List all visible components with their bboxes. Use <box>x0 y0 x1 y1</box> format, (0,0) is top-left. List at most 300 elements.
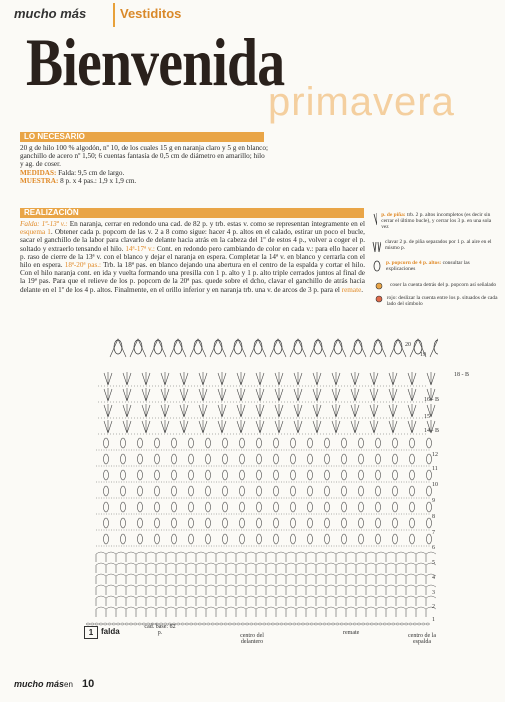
row-label: 8 <box>432 514 435 520</box>
popcorn-stitch <box>274 486 279 496</box>
chain-loop <box>126 607 136 609</box>
legend-text: rojo: deslizar la cuenta entre los p. situados de cada lado del símbolo <box>386 295 498 308</box>
popcorn-stitch <box>410 454 415 464</box>
chain-loop <box>316 607 326 609</box>
chain-loop <box>376 563 386 565</box>
bead-red-icon <box>372 295 383 303</box>
base-chain <box>125 623 129 625</box>
row-label: 14 - B <box>424 428 439 434</box>
chain-loop <box>366 563 376 565</box>
base-chain <box>138 623 142 625</box>
pineapple-stitch <box>123 420 131 433</box>
popcorn-stitch <box>308 534 313 544</box>
base-chain <box>409 623 413 625</box>
base-chain <box>336 623 340 625</box>
chain-loop <box>216 607 226 609</box>
row-label: 7 <box>432 530 435 536</box>
chain-loop <box>226 574 236 576</box>
chain-loop <box>296 596 306 598</box>
page-number: 10 <box>82 678 95 690</box>
chain-loop <box>96 574 106 576</box>
base-chain <box>271 623 275 625</box>
base-chain <box>116 623 120 625</box>
pineapple-stitch <box>237 420 245 433</box>
row-label: 10 <box>432 482 438 488</box>
realizacion-end: . <box>361 285 364 294</box>
chain-loop <box>156 563 166 565</box>
remate-ref: remate <box>341 285 362 294</box>
pineapple-stitch <box>199 372 207 385</box>
base-chain <box>86 623 90 625</box>
chain-loop <box>376 596 386 598</box>
base-chain <box>396 623 400 625</box>
pineapple-stitch <box>104 388 112 401</box>
chain-loop <box>166 596 176 598</box>
chain-loop <box>256 574 266 576</box>
popcorn-stitch <box>291 438 296 448</box>
row-label: 6 <box>432 545 435 551</box>
base-chain <box>198 623 202 625</box>
base-chain <box>323 623 327 625</box>
popcorn-stitch <box>257 454 262 464</box>
pineapple-stitch <box>256 388 264 401</box>
chain-loop <box>206 607 216 609</box>
pineapple-stitch <box>408 404 416 417</box>
scheme-name: falda <box>101 627 120 636</box>
popcorn-stitch <box>354 340 362 354</box>
chain-loop <box>426 552 436 554</box>
pineapple-stitch <box>142 388 150 401</box>
base-chain <box>263 623 267 625</box>
pineapple-stitch <box>237 404 245 417</box>
chain-loop <box>186 596 196 598</box>
popcorn-stitch <box>342 454 347 464</box>
page-title: Bienvenida <box>26 24 285 100</box>
base-chain <box>422 623 426 625</box>
popcorn-stitch <box>376 470 381 480</box>
base-chain <box>417 623 421 625</box>
chain-loop <box>206 563 216 565</box>
popcorn-stitch <box>342 486 347 496</box>
popcorn-stitch <box>223 454 228 464</box>
chain-loop <box>166 585 176 587</box>
chain-loop <box>256 607 266 609</box>
chain-loop <box>96 563 106 565</box>
chain-loop <box>166 607 176 609</box>
popcorn-stitch <box>294 340 302 354</box>
chain-loop <box>396 596 406 598</box>
row-label: 3 <box>432 590 435 596</box>
row-label: 18 - B <box>454 372 469 378</box>
chain-loop <box>196 563 206 565</box>
chain-loop <box>266 574 276 576</box>
popcorn-stitch <box>121 438 126 448</box>
popcorn-stitch <box>104 534 109 544</box>
popcorn-stitch <box>121 486 126 496</box>
chain-loop <box>126 574 136 576</box>
chain-loop <box>126 585 136 587</box>
chain-loop <box>306 563 316 565</box>
popcorn-stitch <box>114 340 122 354</box>
pineapple-stitch <box>142 404 150 417</box>
popcorn-stitch <box>257 518 262 528</box>
popcorn-stitch <box>274 438 279 448</box>
popcorn-stitch <box>325 486 330 496</box>
medidas-text: Falda: 9,5 cm de largo. <box>58 168 125 177</box>
popcorn-stitch <box>334 340 342 354</box>
popcorn-stitch <box>206 470 211 480</box>
base-chain <box>349 623 353 625</box>
caption-center-front: centro del delantero <box>240 633 264 645</box>
popcorn-stitch <box>342 470 347 480</box>
pineapple-stitch-icon <box>372 212 377 226</box>
popcorn-stitch <box>257 534 262 544</box>
realizacion-p4: Trb. la 18ª pas. en blanco dejando una abertura en el centro de la espalda y cortar el hilo. Con el hilo naranja cont. en ida y vuelta formando una presilla con 1 p. alto y 1 p. alto triple cerrados juntos al final de la 19ª pas. Para que el relieve de los p. popcorn de la 20ª pas. quede sobre el dcho, clavar el ganchillo de atrás hacia delante en el 1º de los 4 p. altos. Finalmente, en el orillo inferior y en naranja trb. una v. de arcos de 3 p. para el <box>20 261 365 294</box>
chain-loop <box>286 563 296 565</box>
base-chain <box>254 623 258 625</box>
rows18-label: 18ª-20ª pas.: <box>64 261 102 270</box>
chain-loop <box>126 552 136 554</box>
popcorn-stitch <box>410 518 415 528</box>
chain-loop <box>116 563 126 565</box>
row-label: 12 <box>432 452 438 458</box>
pineapple-stitch <box>142 420 150 433</box>
chain-loop <box>326 574 336 576</box>
chain-loop <box>306 607 316 609</box>
chain-loop <box>286 596 296 598</box>
popcorn-stitch <box>254 340 262 354</box>
chain-loop <box>366 574 376 576</box>
legend-text: trb. 2 p. altos incompletos (es decir sin cerrar el último bucle), y cerrar los 3 p. en una sola vez <box>381 212 492 231</box>
pineapple-stitch <box>256 372 264 385</box>
chain-loop <box>336 552 346 554</box>
realizacion-block <box>20 220 365 294</box>
pineapple-stitch <box>332 388 340 401</box>
pineapple-stitch <box>180 388 188 401</box>
chain-loop <box>226 607 236 609</box>
chain-loop <box>356 596 366 598</box>
popcorn-stitch <box>359 534 364 544</box>
chain-loop <box>156 596 166 598</box>
chain-loop <box>416 596 426 598</box>
chain-loop <box>206 574 216 576</box>
pineapple-stitch <box>237 372 245 385</box>
base-chain <box>392 623 396 625</box>
row-label: 16 - B <box>424 397 439 403</box>
popcorn-stitch <box>172 486 177 496</box>
pineapple-stitch <box>275 388 283 401</box>
chain-loop <box>226 552 236 554</box>
chain-loop <box>386 574 396 576</box>
popcorn-stitch <box>223 534 228 544</box>
chain-loop <box>306 585 316 587</box>
chain-loop <box>416 585 426 587</box>
pineapple-stitch <box>389 404 397 417</box>
chain-loop <box>406 574 416 576</box>
base-chain <box>310 623 314 625</box>
popcorn-stitch <box>376 502 381 512</box>
base-chain <box>288 623 292 625</box>
chain-loop <box>366 585 376 587</box>
popcorn-stitch <box>214 340 222 354</box>
chain-loop <box>186 552 196 554</box>
chain-loop <box>286 574 296 576</box>
base-chain <box>426 623 430 625</box>
chain-loop <box>416 552 426 554</box>
chain-loop <box>146 574 156 576</box>
popcorn-stitch <box>359 438 364 448</box>
popcorn-stitch <box>223 502 228 512</box>
popcorn-stitch <box>240 502 245 512</box>
legend-item <box>372 295 500 307</box>
rows14-label: 14ª-17ª v.: <box>125 244 155 253</box>
chain-loop <box>266 585 276 587</box>
chain-loop <box>276 607 286 609</box>
footer-magazine: mucho más <box>14 679 65 689</box>
popcorn-stitch <box>206 454 211 464</box>
popcorn-stitch <box>291 518 296 528</box>
popcorn-stitch <box>274 534 279 544</box>
pineapple-stitch <box>332 404 340 417</box>
chain-loop <box>406 585 416 587</box>
popcorn-stitch <box>138 438 143 448</box>
popcorn-stitch <box>189 486 194 496</box>
base-chain <box>207 623 211 625</box>
muestra-text: 8 p. x 4 pas.: 1,9 x 1,9 cm. <box>60 176 137 185</box>
legend <box>372 212 500 307</box>
chain-loop <box>206 552 216 554</box>
base-chain <box>353 623 357 625</box>
popcorn-stitch <box>374 340 382 354</box>
chain-loop <box>226 585 236 587</box>
popcorn-stitch <box>189 534 194 544</box>
scheme-number: 1 <box>84 626 98 639</box>
popcorn-stitch <box>240 534 245 544</box>
chain-loop <box>356 607 366 609</box>
popcorn-stitch <box>240 518 245 528</box>
chain-loop <box>276 552 286 554</box>
chain-loop <box>226 596 236 598</box>
pineapple-stitch <box>123 372 131 385</box>
row-label: 19 <box>420 352 426 358</box>
base-chain <box>284 623 288 625</box>
chain-loop <box>246 585 256 587</box>
base-chain <box>189 623 193 625</box>
chain-loop <box>136 563 146 565</box>
chain-loop <box>196 574 206 576</box>
chain-loop <box>226 563 236 565</box>
base-chain <box>129 623 133 625</box>
base-chain <box>215 623 219 625</box>
chain-loop <box>376 607 386 609</box>
chain-loop <box>96 596 106 598</box>
pineapple-stitch <box>256 420 264 433</box>
pineapple-stitch <box>389 372 397 385</box>
necesario-block <box>20 144 270 185</box>
popcorn-stitch <box>274 518 279 528</box>
chain-loop <box>356 563 366 565</box>
chain-loop <box>116 552 126 554</box>
chain-loop <box>156 552 166 554</box>
pineapple-stitch <box>351 404 359 417</box>
legend-item <box>372 239 500 253</box>
popcorn-stitch <box>172 438 177 448</box>
popcorn-stitch <box>342 502 347 512</box>
pineapple-stitch <box>180 420 188 433</box>
popcorn-stitch <box>155 486 160 496</box>
popcorn-stitch <box>189 518 194 528</box>
medidas-label: MEDIDAS: <box>20 168 57 177</box>
pineapple-stitch <box>237 388 245 401</box>
popcorn-stitch <box>206 534 211 544</box>
popcorn-stitch <box>121 470 126 480</box>
legend-text: clavar 2 p. de piña separados por 1 p. al aire en el mismo p. <box>384 238 492 251</box>
chain-loop <box>126 596 136 598</box>
chain-loop <box>316 552 326 554</box>
popcorn-stitch <box>223 470 228 480</box>
base-chain <box>306 623 310 625</box>
pineapple-stitch <box>408 420 416 433</box>
pineapple-stitch <box>313 388 321 401</box>
popcorn-stitch <box>308 454 313 464</box>
base-chain <box>108 623 112 625</box>
popcorn-stitch <box>104 502 109 512</box>
chain-loop <box>176 574 186 576</box>
popcorn-stitch <box>104 438 109 448</box>
chain-loop <box>376 574 386 576</box>
base-chain <box>237 623 241 625</box>
chain-loop <box>386 596 396 598</box>
chain-loop <box>346 585 356 587</box>
base-chain <box>314 623 318 625</box>
chain-loop <box>156 585 166 587</box>
base-chain <box>357 623 361 625</box>
pineapple-stitch <box>161 372 169 385</box>
base-chain <box>331 623 335 625</box>
popcorn-stitch <box>234 340 242 354</box>
pineapple-stitch <box>351 388 359 401</box>
popcorn-stitch <box>308 486 313 496</box>
base-chain <box>211 623 215 625</box>
esquema-ref: esquema 1 <box>20 228 51 237</box>
chain-loop <box>146 563 156 565</box>
row-label: 4 <box>432 575 435 581</box>
chain-loop <box>206 585 216 587</box>
popcorn-stitch <box>155 470 160 480</box>
muestra-label: MUESTRA: <box>20 176 59 185</box>
chain-loop <box>416 574 426 576</box>
popcorn-stitch <box>172 470 177 480</box>
chain-loop <box>266 552 276 554</box>
base-chain <box>99 623 103 625</box>
chain-loop <box>116 607 126 609</box>
chain-loop <box>306 574 316 576</box>
chain-loop <box>336 596 346 598</box>
base-chain <box>185 623 189 625</box>
popcorn-stitch <box>257 470 262 480</box>
pineapple-stitch <box>218 388 226 401</box>
pineapple-stitch <box>104 404 112 417</box>
popcorn-stitch <box>291 470 296 480</box>
chain-loop <box>406 596 416 598</box>
base-chain <box>241 623 245 625</box>
chain-loop <box>186 607 196 609</box>
chain-loop <box>346 596 356 598</box>
popcorn-stitch <box>393 438 398 448</box>
magazine-name: mucho más <box>14 6 87 21</box>
popcorn-stitch <box>274 454 279 464</box>
popcorn-stitch <box>174 340 182 354</box>
base-chain <box>293 623 297 625</box>
base-chain <box>177 623 181 625</box>
popcorn-stitch <box>308 518 313 528</box>
pineapple-stitch <box>161 420 169 433</box>
base-chain <box>258 623 262 625</box>
chain-loop <box>246 596 256 598</box>
base-chain <box>267 623 271 625</box>
base-chain <box>112 623 116 625</box>
chain-loop <box>356 552 366 554</box>
chain-loop <box>416 607 426 609</box>
chain-loop <box>296 552 306 554</box>
popcorn-stitch <box>104 454 109 464</box>
base-chain <box>134 623 138 625</box>
chain-loop <box>136 585 146 587</box>
chain-loop <box>276 585 286 587</box>
chain-loop <box>406 607 416 609</box>
popcorn-stitch <box>154 340 162 354</box>
base-chain <box>232 623 236 625</box>
pineapple-stitch <box>104 420 112 433</box>
chain-loop <box>196 596 206 598</box>
chain-loop <box>246 607 256 609</box>
base-chain <box>379 623 383 625</box>
popcorn-stitch <box>410 502 415 512</box>
pineapple-stitch <box>218 404 226 417</box>
base-chain <box>327 623 331 625</box>
popcorn-stitch <box>359 502 364 512</box>
chain-loop <box>416 563 426 565</box>
chain-loop <box>386 552 396 554</box>
chain-loop <box>106 574 116 576</box>
chain-loop <box>426 596 436 598</box>
chain-loop <box>386 563 396 565</box>
chain-loop <box>216 585 226 587</box>
popcorn-stitch <box>376 438 381 448</box>
base-chain <box>370 623 374 625</box>
chain-loop <box>406 552 416 554</box>
chain-loop <box>236 552 246 554</box>
chain-loop <box>286 585 296 587</box>
popcorn-stitch <box>359 486 364 496</box>
popcorn-stitch <box>376 534 381 544</box>
double-pineapple-icon <box>372 239 381 253</box>
chain-loop <box>136 596 146 598</box>
base-chain <box>275 623 279 625</box>
popcorn-stitch <box>172 502 177 512</box>
popcorn-stitch <box>274 502 279 512</box>
popcorn-stitch <box>325 502 330 512</box>
chain-loop <box>216 574 226 576</box>
pineapple-stitch <box>161 388 169 401</box>
row-label: 1 <box>432 617 435 623</box>
popcorn-stitch <box>134 340 142 354</box>
popcorn-stitch <box>359 454 364 464</box>
chain-loop <box>146 552 156 554</box>
pineapple-stitch <box>351 420 359 433</box>
popcorn-stitch <box>121 518 126 528</box>
base-chain <box>220 623 224 625</box>
